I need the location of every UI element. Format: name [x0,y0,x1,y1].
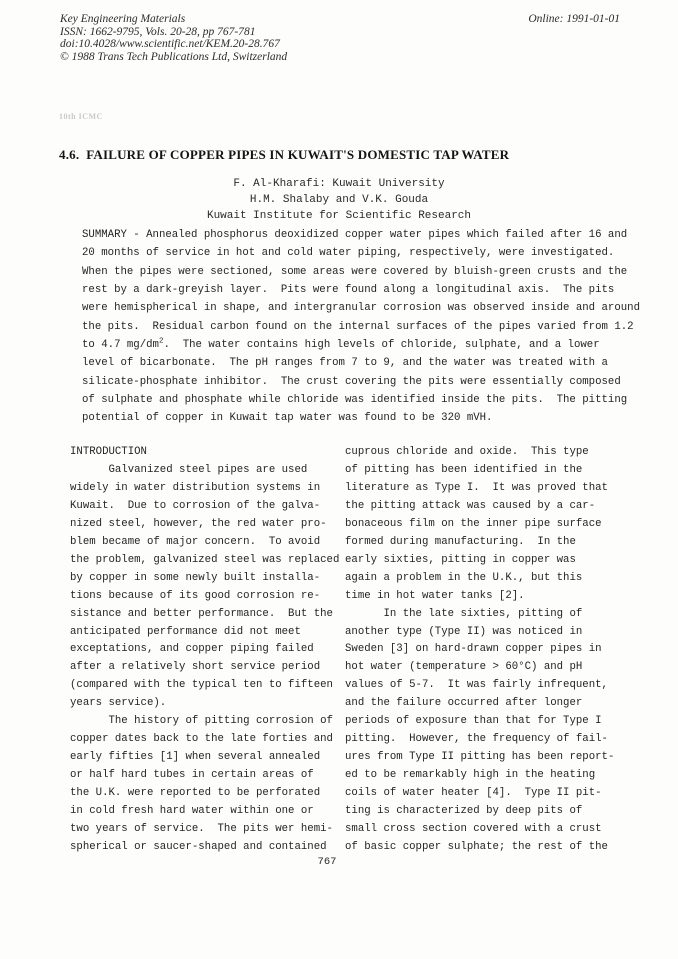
text-line: coils of water heater [4]. Type II pit- [345,787,602,800]
text-line: ures from Type II pitting has been report- [345,751,615,764]
text-line: time in hot water tanks [2]. [345,589,525,602]
text-line: of sulphate and phosphate while chloride was identified inside the pits. The pitting [82,394,628,407]
text-line: hot water (temperature > 60°C) and pH [345,661,583,674]
text-line: two years of service. The pits wer hemi- [70,823,333,836]
text-line: the U.K. were reported to be perforated [70,787,321,800]
text-line: again a problem in the U.K., but this [345,571,583,584]
text-line: Kuwait. Due to corrosion of the galva- [70,499,321,512]
text-line: silicate-phosphate inhibitor. The crust covering the pits were essentially composed [82,375,621,388]
text-line: and the failure occurred after longer [345,697,583,710]
text-line: potential of copper in Kuwait tap water was found to be 320 mVH. [82,412,493,425]
copyright-line: © 1988 Trans Tech Publications Ltd, Switzerland [60,50,288,63]
text-line: (compared with the typical ten to fifteen [70,679,333,692]
text-line: rest by a dark-greyish layer. Pits were found along a longitudinal axis. The pits [82,284,615,297]
text-line: periods of exposure than that for Type I [345,715,602,728]
text-line: SUMMARY - Annealed phosphorus deoxidized copper water pipes which failed after 16 and [82,229,628,241]
text-line: or half hard tubes in certain areas of [70,769,314,782]
text-line: blem became of major concern. To avoid [70,535,321,548]
summary-lines-top [82,226,648,336]
text-line: early sixties, pitting in copper was [345,553,576,566]
right-column-text [345,444,629,857]
text-line: sistance and better performance. But the [70,607,333,620]
author-line: H.M. Shalaby and V.K. Gouda [249,193,429,206]
text-line: the pits. Residual carbon found on the internal surfaces of the pipes varied from 1.2 [82,320,634,333]
text-line: after a relatively short service period [70,661,321,674]
text-line: In the late sixties, pitting of [345,607,583,620]
conference-label: 10th ICMC [59,112,103,121]
text-line: bonaceous film on the inner pipe surface [345,517,602,530]
right-column [345,444,629,857]
text-line: tions because of its good corrosion re- [70,589,321,602]
text-line: pitting. However, the frequency of fail- [345,733,608,746]
paper-title: 4.6. FAILURE OF COPPER PIPES IN KUWAIT'S DOMESTIC TAP WATER [59,147,510,162]
text-line: by copper in some newly built installa- [70,571,321,584]
left-column [70,444,342,857]
text-line: formed during manufacturing. In the [345,535,576,548]
page-number: 767 [317,856,337,868]
text-line: early fifties [1] when several annealed [70,751,321,764]
text-line: exceptations, and copper piping failed [70,643,314,656]
text-line: values of 5-7. It was fairly infrequent, [345,679,608,692]
summary-lines-bottom [82,354,648,427]
text-line: the pitting attack was caused by a car- [345,499,596,512]
text-line: The history of pitting corrosion of [70,715,333,728]
text-line: copper dates back to the late forties and [70,733,333,746]
superscript-2: 2 [158,337,164,346]
text-line: When the pipes were sectioned, some areas were covered by bluish-green crusts and the [82,265,628,278]
text-line: the problem, galvanized steel was replaced [70,553,340,566]
text-line: cuprous chloride and oxide. This type [345,446,589,458]
text-line: small cross section covered with a crust [345,823,602,836]
text-line: were hemispherical in shape, and intergranular corrosion was observed inside and around [82,302,640,315]
publication-header [60,13,287,63]
summary-paragraph [82,226,648,428]
text-line: of pitting has been identified in the [345,463,583,476]
summary-text: to 4.7 mg/dm [82,339,159,352]
text-line: widely in water distribution systems in [70,481,321,494]
summary-superscript-line [82,336,648,354]
journal-name: Key Engineering Materials [60,13,186,25]
issn-line: ISSN: 1662-9795, Vols. 20-28, pp 767-781 [60,25,256,38]
affiliation-line: Kuwait Institute for Scientific Research [206,209,472,222]
text-line: Sweden [3] on hard-drawn copper pipes in [345,643,602,656]
text-line: spherical or saucer-shaped and contained [70,840,327,853]
text-line: another type (Type II) was noticed in [345,625,583,638]
author-line: F. Al-Kharafi: Kuwait University [233,178,445,190]
text-line: years service). [70,697,167,710]
online-date: Online: 1991-01-01 [528,13,620,25]
author-block [60,177,618,224]
text-line: level of bicarbonate. The pH ranges from 7 to 9, and the water was treated with a [82,357,608,370]
text-line: Galvanized steel pipes are used [70,463,308,476]
summary-text: . The water contains high levels of chloride, sulphate, and a lower [163,339,600,352]
introduction-heading: INTRODUCTION [70,446,147,458]
text-line: ting is characterized by deep pits of [345,805,583,818]
doi-line: doi:10.4028/www.scientific.net/KEM.20-28.767 [60,38,280,51]
text-line: literature as Type I. It was proved that [345,481,608,494]
text-line: 20 months of service in hot and cold water piping, respectively, were investigated. [82,247,615,260]
text-line: ed to be remarkably high in the heating [345,769,596,782]
text-line: in cold fresh hard water within one or [70,805,314,818]
text-line: anticipated performance did not meet [70,625,301,638]
left-column-text [70,462,342,857]
text-line: of basic copper sulphate; the rest of the [345,840,608,853]
text-line: nized steel, however, the red water pro- [70,517,327,530]
